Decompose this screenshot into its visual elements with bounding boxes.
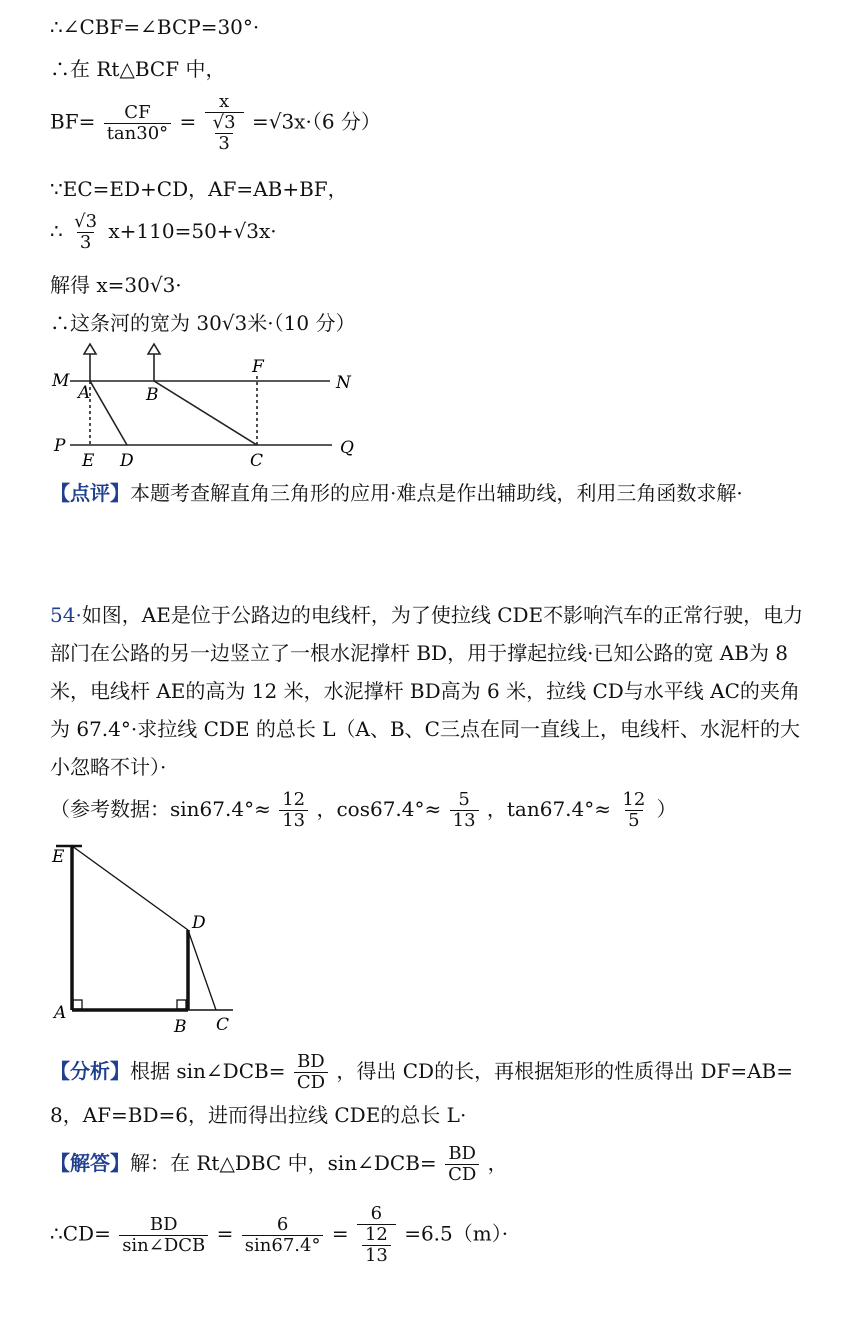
fraction-denominator: 5 — [625, 810, 642, 831]
label-a: A — [54, 1003, 67, 1023]
fraction-bd-sin — [119, 1215, 208, 1256]
line-3 — [50, 92, 381, 154]
fraction-numerator: 12 — [622, 789, 646, 810]
analysis-line-1 — [50, 1052, 793, 1093]
solution-line-1 — [50, 1144, 508, 1185]
fraction-denominator: 13 — [279, 810, 308, 831]
ref-mid-1: ，cos67.4°≈ — [316, 797, 442, 821]
fraction-numerator: 6 — [276, 1213, 289, 1235]
analysis-tag: 【分析】 — [50, 1059, 130, 1083]
fraction-denominator: sin∠DCB — [119, 1235, 208, 1256]
fraction-numerator: BD — [297, 1051, 325, 1072]
fraction-denominator — [205, 112, 244, 154]
fraction-numerator: x — [219, 91, 230, 112]
analysis-post: ，得出 CD的长，再根据矩形的性质得出 DF=AB= — [336, 1059, 794, 1083]
cd-lhs: ∴CD= — [50, 1221, 111, 1246]
equals-sign: = — [216, 1221, 234, 1246]
right-angle-b — [177, 1000, 186, 1009]
fraction-sqrt3-over-3 — [71, 212, 100, 253]
fraction-numerator: 5 — [458, 789, 470, 810]
segment-bc — [154, 381, 257, 445]
ref-end: ） — [656, 797, 677, 821]
problem-text: 如图，AE是位于公路边的电线杆，为了使拉线 CDE不影响汽车的正常行驶，电力部门在公路的另一边竖立了一根水泥撑杆 BD，用于撑起拉线·已知公路的宽 AB为 8 米，电线杆 AE的高为 12 米，水泥撑杆 BD高为 6 米，拉线 CD与水平线 AC的夹角为 67.4°·求拉线 CDE 的总长 L（A、B、C三点在同一直线上，电线杆、水泥杆的大小忽略不计）· — [50, 603, 804, 779]
label-b: B — [174, 1017, 187, 1037]
line-6: 解得 x=30√3· — [50, 273, 182, 297]
therefore-symbol: ∴ — [50, 219, 63, 243]
figure-pole — [50, 840, 250, 1040]
label-n: N — [336, 373, 351, 393]
label-e: E — [82, 451, 95, 470]
fraction-6-sin67 — [242, 1215, 324, 1256]
arrow-a — [84, 344, 96, 354]
equals-sign: = — [179, 109, 197, 134]
nested-denominator: 3 — [215, 133, 232, 154]
nested-denominator: 13 — [362, 1245, 391, 1266]
label-d: D — [192, 913, 206, 933]
fraction-6-over-12-13 — [357, 1204, 396, 1266]
solution-tail: =6.5（m）· — [404, 1221, 509, 1246]
fraction-denominator: 3 — [77, 232, 94, 253]
fraction-denominator — [357, 1224, 396, 1266]
ref-pre: （参考数据：sin67.4°≈ — [50, 797, 271, 821]
nested-fraction — [210, 113, 239, 154]
problem-number: 54· — [50, 603, 82, 627]
fraction-denominator: tan30° — [104, 123, 171, 144]
fraction-denominator: sin67.4° — [242, 1235, 324, 1256]
line-7: ∴这条河的宽为 30√3米·（10 分） — [50, 311, 356, 335]
arrow-b — [148, 344, 160, 354]
fraction-numerator: 12 — [282, 789, 306, 810]
fraction-denominator: CD — [294, 1072, 328, 1093]
right-angle-a — [73, 1000, 82, 1009]
label-d: D — [120, 451, 134, 470]
label-p: P — [54, 436, 66, 456]
fraction-x-over-sqrt3-3 — [205, 92, 244, 154]
label-b: B — [146, 385, 159, 405]
nested-numerator: 12 — [364, 1224, 388, 1245]
line-5 — [50, 212, 277, 253]
line-2: ∴在 Rt△BCF 中， — [50, 57, 226, 81]
analysis-line-2: 8，AF=BD=6，进而得出拉线 CDE的总长 L· — [50, 1103, 467, 1127]
line-5-tail: x+110=50+√3x· — [108, 219, 277, 243]
fraction-12-5 — [619, 790, 648, 831]
review-text: 本题考查解直角三角形的应用·难点是作出辅助线，利用三角函数求解· — [130, 481, 743, 505]
reference-data — [50, 790, 677, 831]
fraction-numerator: 6 — [370, 1203, 383, 1224]
label-m: M — [52, 371, 70, 391]
label-c: C — [216, 1015, 230, 1035]
fraction-bd-cd — [445, 1144, 479, 1185]
fraction-bd-cd — [294, 1052, 328, 1093]
fraction-numerator: √3 — [74, 211, 98, 232]
fraction-numerator: BD — [149, 1213, 178, 1235]
line-3-tail: =√3x·（6 分） — [251, 109, 381, 134]
wire-dc — [188, 930, 216, 1010]
fraction-12-13 — [279, 790, 308, 831]
solution-tag: 【解答】 — [50, 1151, 130, 1175]
segment-ad — [90, 381, 127, 445]
equals-sign: = — [331, 1221, 349, 1246]
nested-fraction — [362, 1225, 391, 1266]
line-4: ∵EC=ED+CD，AF=AB+BF， — [50, 177, 348, 201]
bf-lhs: BF= — [50, 109, 96, 134]
wire-ed — [72, 846, 188, 930]
problem-54 — [50, 596, 810, 786]
fraction-denominator: 13 — [450, 810, 479, 831]
figure-river — [50, 340, 370, 470]
label-c: C — [250, 451, 264, 470]
label-f: F — [252, 357, 264, 377]
solution-pre: 解：在 Rt△DBC 中，sin∠DCB= — [130, 1151, 437, 1175]
label-e: E — [52, 847, 65, 867]
solution-line-2 — [50, 1204, 508, 1266]
label-q: Q — [340, 438, 354, 458]
fraction-numerator: BD — [448, 1143, 476, 1164]
fraction-5-13 — [450, 790, 479, 831]
analysis-pre: 根据 sin∠DCB= — [130, 1059, 286, 1083]
review-tag: 【点评】 — [50, 481, 130, 505]
review-paragraph — [50, 474, 810, 512]
line-1: ∴∠CBF=∠BCP=30°· — [50, 15, 260, 39]
sqrt-radical: √3 — [212, 112, 236, 133]
label-a: A — [78, 383, 91, 403]
fraction-numerator: CF — [124, 101, 151, 123]
fraction-denominator: CD — [445, 1164, 479, 1185]
ref-mid-2: ，tan67.4°≈ — [486, 797, 612, 821]
solution-post: ， — [487, 1151, 508, 1175]
fraction-cf-tan30 — [104, 103, 171, 144]
